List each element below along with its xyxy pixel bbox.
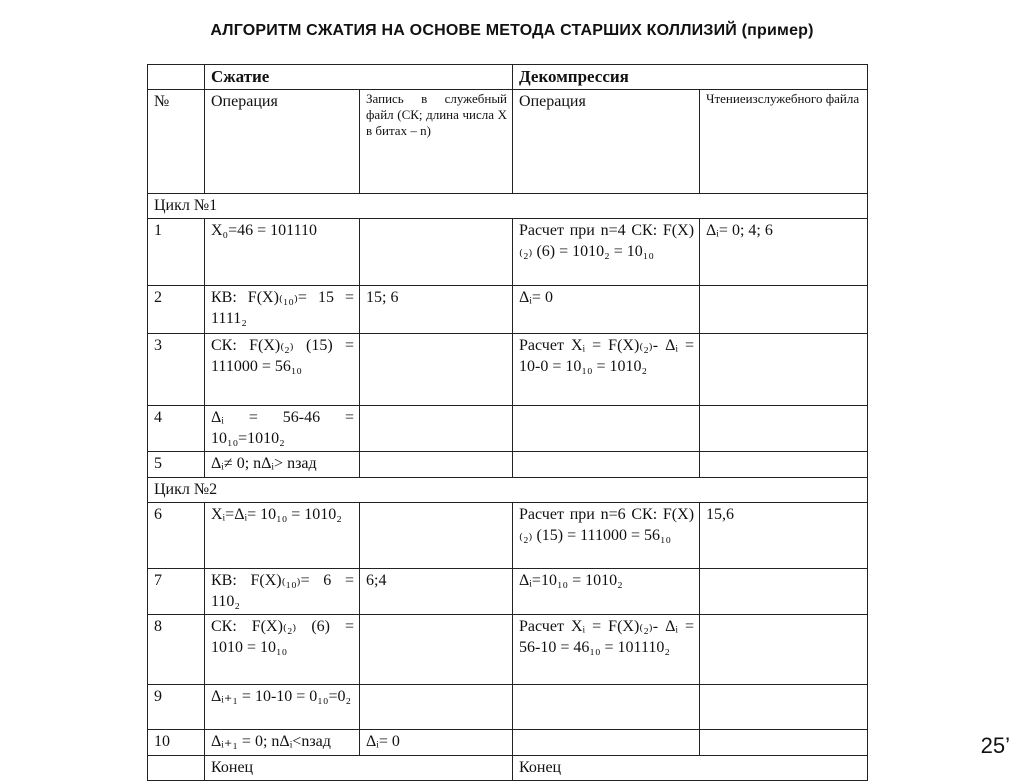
decompression-op: Расчет при n=4 СК: F(X)₍₂₎ (6) = 1010₂ = 10₁₀ — [513, 219, 700, 286]
row-num: 2 — [148, 286, 205, 334]
decompression-op: Расчет Xᵢ = F(X)₍₂₎- Δᵢ = 10-0 = 10₁₀ = 1010₂ — [513, 334, 700, 406]
table-row — [148, 334, 868, 406]
read-value — [700, 569, 868, 615]
compression-op: Δᵢ₊₁ = 0; nΔᵢ<nзад — [205, 730, 360, 756]
algorithm-table — [147, 64, 868, 781]
header-row — [148, 65, 868, 90]
read-value: 15,6 — [700, 503, 868, 569]
write-value — [360, 406, 513, 452]
compression-op: СК: F(X)₍₂₎ (6) = 1010 = 10₁₀ — [205, 615, 360, 685]
table-row — [148, 219, 868, 286]
end-empty-cell — [148, 756, 205, 781]
write-value — [360, 685, 513, 730]
decompression-header: Декомпрессия — [513, 65, 868, 90]
compression-op: Δᵢ≠ 0; nΔᵢ> nзад — [205, 452, 360, 478]
read-value — [700, 452, 868, 478]
decompression-op: Расчет при n=6 СК: F(X)₍₂₎ (15) = 111000 = 56₁₀ — [513, 503, 700, 569]
read-value — [700, 615, 868, 685]
write-value — [360, 615, 513, 685]
subheader-row — [148, 90, 868, 194]
operation2-header: Операция — [513, 90, 700, 194]
table-row — [148, 685, 868, 730]
decompression-op — [513, 685, 700, 730]
compression-end: Конец — [205, 756, 513, 781]
row-num: 4 — [148, 406, 205, 452]
row-num: 1 — [148, 219, 205, 286]
decompression-op: Δᵢ=10₁₀ = 1010₂ — [513, 569, 700, 615]
read-value — [700, 334, 868, 406]
read-value — [700, 730, 868, 756]
read-value — [700, 685, 868, 730]
decompression-end: Конец — [513, 756, 868, 781]
row-num: 9 — [148, 685, 205, 730]
row-num: 10 — [148, 730, 205, 756]
read-value — [700, 286, 868, 334]
end-row — [148, 756, 868, 781]
page-number: 25’ — [980, 733, 1010, 758]
compression-op: КВ: F(X)₍₁₀₎= 6 = 110₂ — [205, 569, 360, 615]
cycle-row — [148, 478, 868, 503]
table-row — [148, 730, 868, 756]
compression-op: X₀=46 = 101110 — [205, 219, 360, 286]
write-value — [360, 334, 513, 406]
cycle-label: Цикл №2 — [148, 478, 868, 503]
write-value — [360, 452, 513, 478]
compression-op: СК: F(X)₍₂₎ (15) = 111000 = 56₁₀ — [205, 334, 360, 406]
table-row — [148, 503, 868, 569]
table-row — [148, 615, 868, 685]
cycle-row — [148, 194, 868, 219]
decompression-op: Δᵢ= 0 — [513, 286, 700, 334]
write-value — [360, 503, 513, 569]
row-num: 3 — [148, 334, 205, 406]
read-service-header: Чтениеизслужебного файла — [700, 90, 868, 194]
row-num: 6 — [148, 503, 205, 569]
slide-title: АЛГОРИТМ СЖАТИЯ НА ОСНОВЕ МЕТОДА СТАРШИХ КОЛЛИЗИЙ (пример) — [210, 22, 814, 39]
table-row — [148, 452, 868, 478]
write-value: 6;4 — [360, 569, 513, 615]
read-value: Δᵢ= 0; 4; 6 — [700, 219, 868, 286]
write-service-header: Запись в служебный файл (СК; длина числа X в битах – n) — [360, 90, 513, 194]
decompression-op — [513, 406, 700, 452]
num-header: № — [148, 90, 205, 194]
compression-op: Δᵢ₊₁ = 10-10 = 0₁₀=0₂ — [205, 685, 360, 730]
table-row — [148, 569, 868, 615]
compression-op: КВ: F(X)₍₁₀₎= 15 = 1111₂ — [205, 286, 360, 334]
row-num: 5 — [148, 452, 205, 478]
header-empty-cell — [148, 65, 205, 90]
write-value — [360, 219, 513, 286]
decompression-op — [513, 452, 700, 478]
compression-op: Δᵢ = 56-46 = 10₁₀=1010₂ — [205, 406, 360, 452]
operation-header: Операция — [205, 90, 360, 194]
table-row — [148, 406, 868, 452]
read-value — [700, 406, 868, 452]
table-row — [148, 286, 868, 334]
compression-op: Xᵢ=Δᵢ= 10₁₀ = 1010₂ — [205, 503, 360, 569]
write-value: 15; 6 — [360, 286, 513, 334]
compression-header: Сжатие — [205, 65, 513, 90]
write-value: Δᵢ= 0 — [360, 730, 513, 756]
cycle-label: Цикл №1 — [148, 194, 868, 219]
row-num: 7 — [148, 569, 205, 615]
decompression-op: Расчет Xᵢ = F(X)₍₂₎- Δᵢ = 56-10 = 46₁₀ = 101110₂ — [513, 615, 700, 685]
row-num: 8 — [148, 615, 205, 685]
decompression-op — [513, 730, 700, 756]
